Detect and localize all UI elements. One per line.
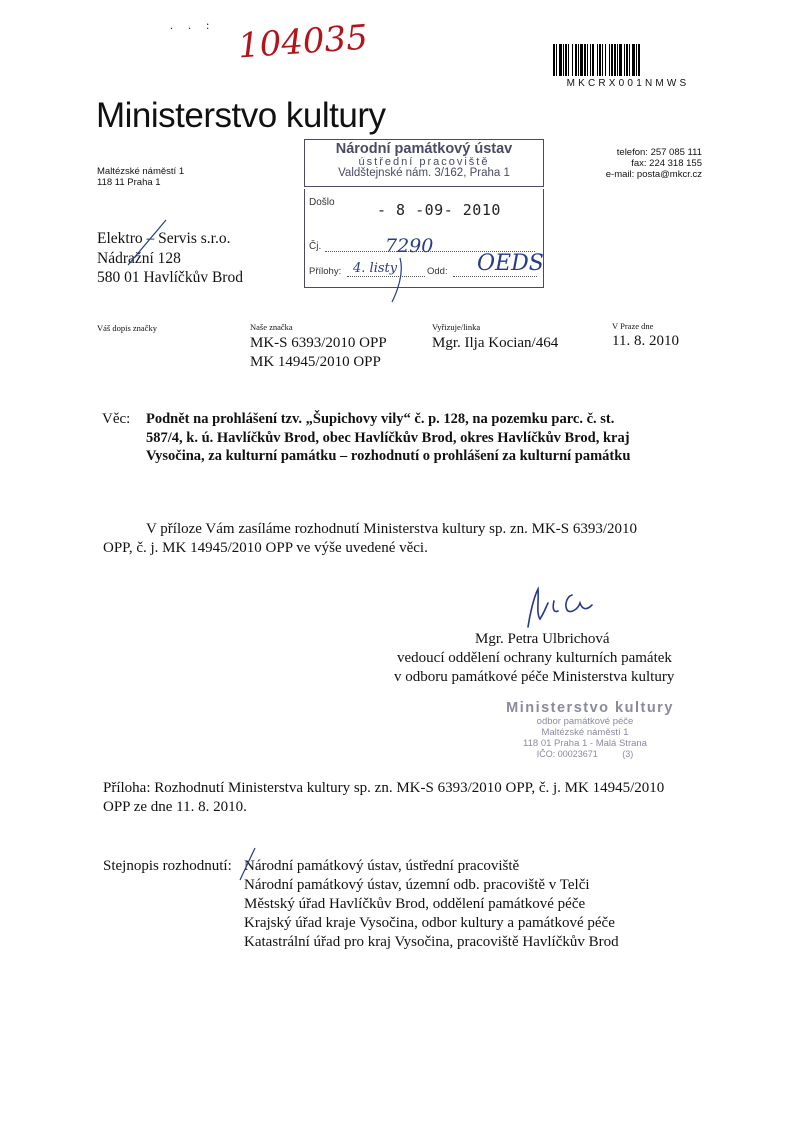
sender-address-line1: Maltézské náměstí 1: [97, 166, 185, 177]
receipt-doslo-date: - 8 -09- 2010: [377, 201, 501, 219]
ministry-stamp-number: (3): [622, 749, 634, 759]
receipt-prilohy-value: 4. listy: [353, 261, 398, 276]
signatory-role-1: vedoucí oddělení ochrany kulturních památek: [397, 650, 672, 666]
contact-info: [560, 147, 702, 180]
sender-address: [97, 166, 184, 188]
ministry-stamp-line3: 118 01 Praha 1 - Malá Strana: [523, 738, 647, 749]
ref-label-handled-by: Vyřizuje/linka: [432, 322, 481, 332]
barcode: [553, 44, 703, 89]
attachment-line-2: OPP ze dne 11. 8. 2010.: [103, 799, 247, 815]
receipt-doslo-label: Došlo: [309, 197, 335, 208]
receipt-stamp-header: [304, 139, 544, 187]
ministry-stamp-title: Ministerstvo kultury: [506, 700, 674, 716]
recipient-line2: Nádražní 128: [97, 249, 181, 267]
attachment: [103, 779, 713, 817]
ministry-stamp-ico: IČO: 00023671: [536, 749, 598, 759]
copy-recipient-2: Národní památkový ústav, územní odb. pracoviště v Telči: [244, 877, 590, 893]
recipient-address: [97, 229, 243, 288]
receipt-stamp-body: [304, 189, 544, 288]
copy-recipient-1: Národní památkový ústav, ústřední pracoviště: [244, 858, 520, 874]
ref-date-value: 11. 8. 2010: [612, 333, 679, 349]
receipt-odd-label: Odd:: [427, 266, 448, 277]
receipt-cj-label: Čj.: [309, 241, 322, 252]
receipt-stamp-dept: ústřední pracoviště: [358, 156, 490, 168]
copies-list: [244, 857, 619, 952]
receipt-prilohy-line: [347, 276, 425, 277]
body-line-1: V příloze Vám zasíláme rozhodnutí Ministerstva kultury sp. zn. MK-S 6393/2010: [146, 521, 638, 537]
receipt-odd-value: OEDS: [477, 251, 544, 276]
recipient-line1: Elektro – Servis s.r.o.: [97, 230, 231, 247]
ministry-title: Ministerstvo kultury: [96, 96, 386, 135]
barcode-bar: [640, 44, 641, 76]
ministry-stamp-line1: odbor památkové péče: [536, 716, 634, 727]
subject-line-1: Podnět na prohlášení tzv. „Šupichovy vily“ č. p. 128, na pozemku parc. č. st.: [146, 411, 615, 427]
subject-label: Věc:: [102, 411, 131, 427]
ref-label-your-letter: Váš dopis značky: [97, 323, 157, 333]
ministry-stamp-line4: [480, 749, 690, 759]
body-line-2: OPP, č. j. MK 14945/2010 OPP ve výše uvedené věci.: [103, 540, 428, 556]
receipt-stamp-address: Valdštejnské nám. 3/162, Praha 1: [338, 167, 510, 179]
barcode-bars: [553, 44, 703, 76]
contact-phone: telefon: 257 085 111: [616, 147, 702, 158]
scan-marks: . . :: [170, 18, 216, 32]
copy-recipient-5: Katastrální úřad pro kraj Vysočina, pracoviště Havlíčkův Brod: [244, 934, 619, 950]
barcode-text: MKCRX001NMWS: [566, 78, 690, 89]
receipt-cj-value: 7290: [385, 235, 434, 257]
signature-scribble: [510, 583, 610, 633]
ministry-stamp-line2: Maltézské náměstí 1: [541, 727, 629, 738]
copy-recipient-3: Městský úřad Havlíčkův Brod, oddělení památkové péče: [244, 896, 586, 912]
ref-our-ref-1: MK-S 6393/2010 OPP: [250, 335, 387, 351]
ref-handled-by-value: Mgr. Ilja Kocian/464: [432, 335, 559, 351]
ref-label-our-ref: Naše značka: [250, 322, 293, 332]
copies-label: Stejnopis rozhodnutí:: [103, 858, 232, 874]
signatory-role-2: v odboru památkové péče Ministerstva kultury: [394, 669, 675, 685]
subject-text: [146, 410, 706, 466]
handwritten-registry-number: 104035: [236, 17, 370, 67]
subject-line-3: Vysočina, za kulturní památku – rozhodnutí o prohlášení za kulturní památku: [146, 448, 631, 464]
subject-line-2: 587/4, k. ú. Havlíčkův Brod, obec Havlíčkův Brod, okres Havlíčkův Brod, kraj: [146, 429, 630, 446]
receipt-prilohy-label: Přílohy:: [309, 266, 342, 277]
copy-recipient-4: Krajský úřad kraje Vysočina, odbor kultury a památkové péče: [244, 915, 615, 931]
receipt-stamp-org: Národní památkový ústav: [335, 141, 513, 157]
ref-our-ref-values: [250, 334, 387, 372]
contact-fax: fax: 224 318 155: [631, 158, 702, 169]
attachment-line-1: Příloha: Rozhodnutí Ministerstva kultury sp. zn. MK-S 6393/2010 OPP, č. j. MK 14945/2010: [103, 780, 665, 796]
ref-our-ref-2: MK 14945/2010 OPP: [250, 354, 381, 370]
contact-email: e-mail: posta@mkcr.cz: [605, 169, 702, 180]
receipt-stamp: [304, 139, 544, 289]
signatory-name: Mgr. Petra Ulbrichová: [475, 631, 610, 647]
ref-label-date: V Praze dne: [612, 321, 654, 331]
body-paragraph: [103, 520, 708, 558]
recipient-line3: 580 01 Havlíčkův Brod: [97, 269, 243, 286]
sender-address-line2: 118 11 Praha 1: [97, 177, 161, 188]
ministry-stamp: [480, 700, 690, 759]
receipt-odd-line: [453, 276, 537, 277]
